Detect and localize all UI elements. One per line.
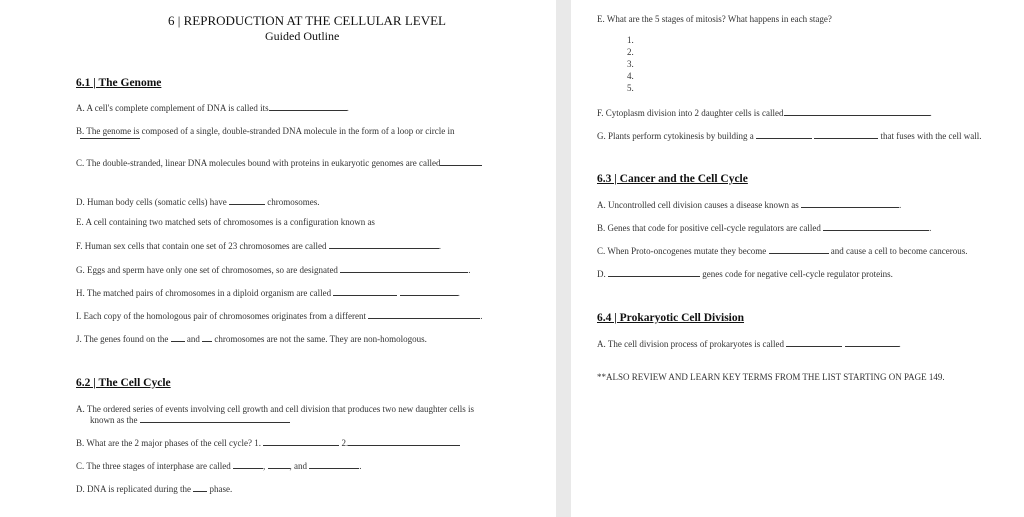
answer-blank[interactable] [608, 268, 654, 277]
answer-blank[interactable] [348, 437, 460, 446]
list-number: 3. [627, 59, 634, 69]
outline-item-c: C. When Proto-oncogenes mutate they become and cause a cell to become cancerous. [597, 246, 968, 256]
outline-item-d: D. DNA is replicated during the phase. [76, 484, 233, 494]
outline-item-d: D. genes code for negative cell-cycle regulator proteins. [597, 269, 893, 279]
outline-item-g: G. Plants perform cytokinesis by building a that fuses with the cell wall. [597, 131, 982, 141]
outline-item-b: B. The genome is composed of a single, double-stranded DNA molecule in the form of a loop or circle in [76, 126, 455, 136]
outline-item-i: I. Each copy of the homologous pair of chromosomes originates from a different . [76, 311, 483, 321]
section-heading-prokaryotic: 6.4 | Prokaryotic Cell Division [597, 312, 745, 324]
outline-item-h: H. The matched pairs of chromosomes in a diploid organism are called . [76, 288, 460, 298]
answer-blank[interactable] [440, 157, 482, 166]
outline-item-b: B. Genes that code for positive cell-cycle regulators are called . [597, 223, 932, 233]
section-heading-cancer: 6.3 | Cancer and the Cell Cycle [597, 173, 748, 185]
outline-item-b: B. What are the 2 major phases of the cell cycle? 1. 2. [76, 437, 460, 448]
outline-item-c: C. The three stages of interphase are called , , and . [76, 461, 362, 471]
answer-blank[interactable] [769, 245, 829, 254]
review-note: **ALSO REVIEW AND LEARN KEY TERMS FROM THE LIST STARTING ON PAGE 149. [597, 372, 945, 382]
answer-blank[interactable] [269, 102, 347, 111]
outline-item-f: F. Human sex cells that contain one set of 23 chromosomes are called . [76, 241, 441, 251]
answer-blank[interactable] [268, 460, 290, 469]
answer-blank[interactable] [340, 264, 468, 273]
outline-item-c: C. The double-stranded, linear DNA molecules bound with proteins in eukaryotic genomes are called [76, 157, 482, 168]
outline-item-a-continued: known as the [90, 414, 290, 425]
answer-blank[interactable] [229, 196, 265, 205]
answer-blank[interactable] [329, 240, 439, 249]
outline-item-f: F. Cytoplasm division into 2 daughter cells is called . [597, 108, 932, 118]
outline-item-a: A. The ordered series of events involving cell growth and cell division that produces two new daughter cells is [76, 404, 474, 414]
answer-blank[interactable] [309, 460, 359, 469]
outline-item-a: A. Uncontrolled cell division causes a disease known as . [597, 200, 902, 210]
outline-item-e: E. A cell containing two matched sets of chromosomes is a configuration known as [76, 217, 375, 227]
right-page [571, 0, 1024, 517]
section-heading-cell-cycle: 6.2 | The Cell Cycle [76, 377, 171, 389]
outline-item-d: D. Human body cells (somatic cells) have chromosomes. [76, 197, 320, 207]
answer-blank[interactable] [823, 222, 867, 231]
answer-blank[interactable] [263, 437, 339, 446]
answer-blank[interactable] [193, 483, 207, 492]
answer-blank[interactable] [801, 199, 899, 208]
list-number: 5. [627, 83, 634, 93]
list-number: 1. [627, 35, 634, 45]
answer-blank[interactable] [400, 287, 458, 296]
list-number: 4. [627, 71, 634, 81]
answer-blank[interactable] [233, 460, 263, 469]
page-title: 6 | REPRODUCTION AT THE CELLULAR LEVEL [168, 13, 447, 28]
outline-item-e: E. What are the 5 stages of mitosis? What happens in each stage? [597, 14, 832, 24]
answer-blank[interactable] [171, 333, 185, 342]
answer-blank[interactable] [333, 287, 397, 296]
outline-item-a: A. The cell division process of prokaryotes is called . [597, 339, 901, 349]
section-heading-genome: 6.1 | The Genome [76, 77, 162, 89]
answer-blank[interactable] [654, 268, 700, 277]
answer-blank[interactable] [80, 138, 140, 139]
list-number: 2. [627, 47, 634, 57]
answer-blank[interactable] [202, 333, 212, 342]
answer-blank[interactable] [784, 107, 930, 116]
outline-item-g: G. Eggs and sperm have only one set of chromosomes, so are designated . [76, 265, 471, 275]
answer-blank[interactable] [845, 338, 899, 347]
answer-blank[interactable] [140, 414, 290, 423]
answer-blank[interactable] [814, 130, 878, 139]
outline-item-a: A. A cell's complete complement of DNA is called its . [76, 103, 349, 113]
answer-blank[interactable] [873, 222, 929, 231]
outline-item-j: J. The genes found on the and chromosomes are not the same. They are non-homologous. [76, 334, 427, 344]
answer-blank[interactable] [368, 310, 480, 319]
answer-blank[interactable] [756, 130, 812, 139]
page-subtitle: Guided Outline [265, 29, 340, 43]
answer-blank[interactable] [786, 338, 842, 347]
